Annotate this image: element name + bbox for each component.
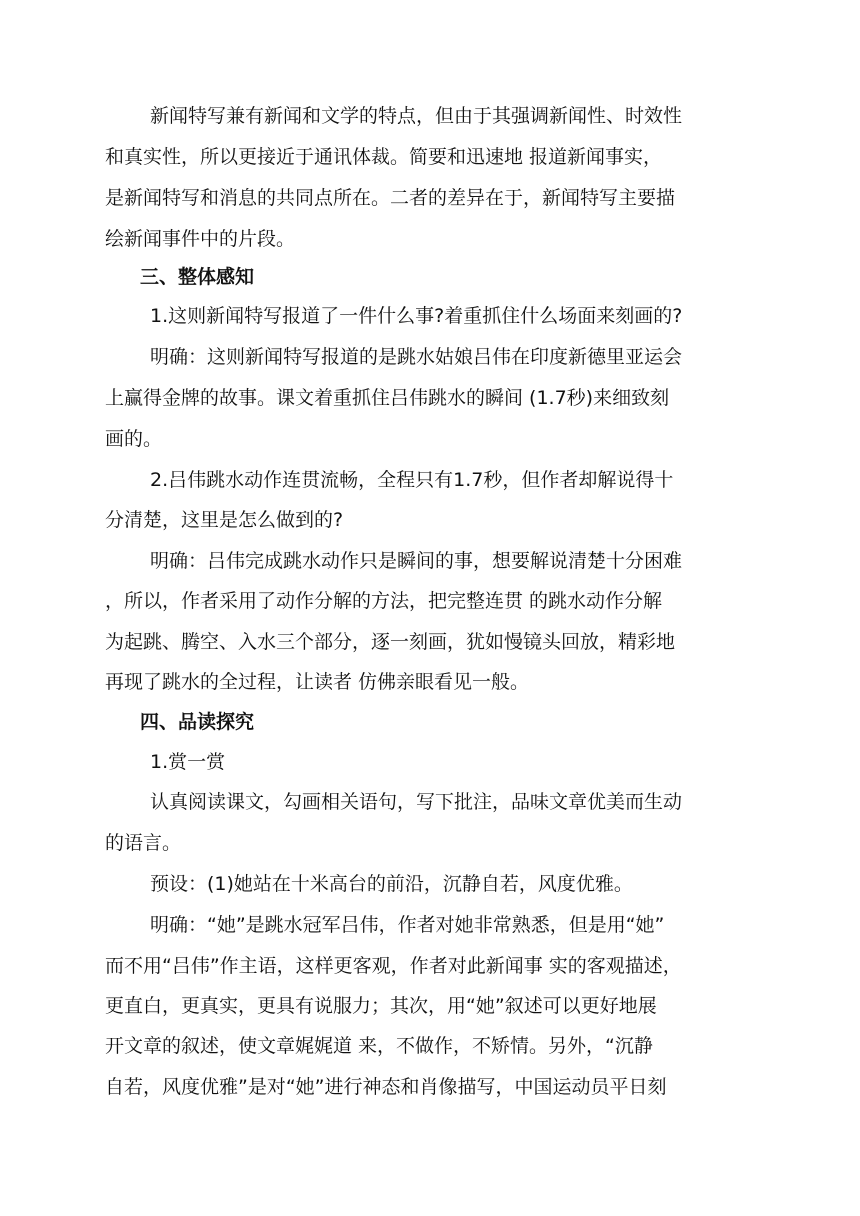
answer-line: 明确：“她”是跳水冠军吕伟，作者对她非常熟悉，但是用“她”	[150, 914, 665, 936]
paragraph-line: 是新闻特写和消息的共同点所在。二者的差异在于，新闻特写主要描	[105, 187, 676, 209]
paragraph-line: 的语言。	[105, 832, 182, 854]
answer-line: ，所以，作者采用了动作分解的方法，把完整连贯 的跳水动作分解	[105, 590, 663, 612]
answer-line: 而不用“吕伟”作主语，这样更客观，作者对此新闻事 实的客观描述，	[105, 955, 682, 977]
section-heading: 四、品读探究	[140, 711, 255, 733]
paragraph-line: 新闻特写兼有新闻和文学的特点，但由于其强调新闻性、时效性	[150, 105, 683, 127]
answer-line: 明确：吕伟完成跳水动作只是瞬间的事，想要解说清楚十分困难	[150, 550, 683, 572]
answer-line: 为起跳、腾空、入水三个部分，逐一刻画，犹如慢镜头回放，精彩地	[105, 631, 676, 653]
answer-line: 自若，风度优雅”是对“她”进行神态和肖像描写，中国运动员平日刻	[105, 1076, 667, 1098]
answer-line: 再现了跳水的全过程，让读者 仿佛亲眼看见一般。	[105, 671, 530, 693]
answer-line: 更直白，更真实，更具有说服力；其次，用“她”叙述可以更好地展	[105, 995, 657, 1017]
answer-line: 明确：这则新闻特写报道的是跳水姑娘吕伟在印度新德里亚运会	[150, 346, 683, 368]
paragraph-line: 和真实性，所以更接近于通讯体裁。简要和迅速地 报道新闻事实，	[105, 146, 663, 168]
answer-line: 上赢得金牌的故事。课文着重抓住吕伟跳水的瞬间 (1.7秒)来细致刻	[105, 387, 670, 409]
paragraph-line: 绘新闻事件中的片段。	[105, 228, 296, 250]
paragraph-line: 认真阅读课文，勾画相关语句，写下批注，品味文章优美而生动	[150, 791, 683, 813]
section-heading: 三、整体感知	[140, 266, 255, 288]
question-line: 分清楚，这里是怎么做到的?	[105, 509, 344, 531]
answer-line: 画的。	[105, 428, 163, 450]
subsection-heading: 1.赏一赏	[150, 751, 226, 773]
paragraph-line: 预设：(1)她站在十米高台的前沿，沉静自若，风度优雅。	[150, 873, 633, 895]
question-line: 2.吕伟跳水动作连贯流畅，全程只有1.7秒，但作者却解说得十	[150, 469, 674, 491]
question-line: 1.这则新闻特写报道了一件什么事?着重抓住什么场面来刻画的?	[150, 305, 683, 327]
answer-line: 开文章的叙述，使文章娓娓道 来，不做作，不矫情。另外，“沉静	[105, 1035, 653, 1057]
